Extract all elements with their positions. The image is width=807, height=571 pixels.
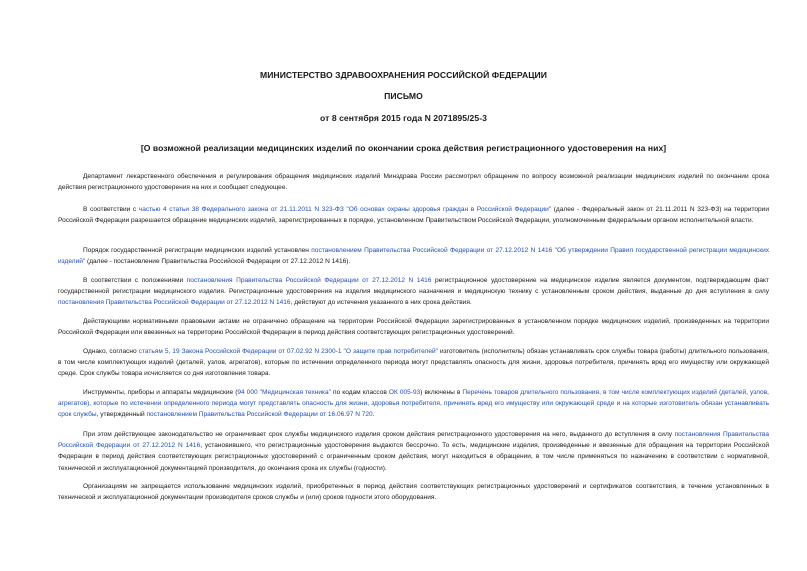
paragraph-3 <box>58 245 769 267</box>
paragraph-text: , установившего, что регистрационные удостоверения выдаются бессрочно. То есть, медицинские изделия, произведенные и ввезенные для обращения на территории Российской Федерации в период действия соответствующих регистрационных удостоверений с ограниченным сроком действия, могут находиться в обращении, в том числе применяться по назначению в соответствии с нормативной, технической и эксплуатационной документацией производителя, до окончания срока их службы (годности). <box>58 442 769 472</box>
document-reference-link[interactable]: постановлением Правительства Российской Федерации от 27.12.2012 N 1416 "Об утверждении Правил государственной регистрации медицинских изделий" <box>58 247 769 266</box>
paragraph-9 <box>58 481 769 503</box>
paragraph-text: Департамент лекарственного обеспечения и регулирования обращения медицинских изделий Минздрава России рассмотрел обращение по вопросу возможной реализации медицинских изделий по окончании срока действия регистрационного удостоверения на них и сообщает следующее. <box>58 173 769 192</box>
paragraph-text: . <box>372 411 375 419</box>
paragraph-text: Организациям не запрещается использование медицинских изделий, приобретенных в период действия соответствующих регистрационных удостоверений и сертификатов соответствия, в течение установленных в технической и эксплуатационной документации производителя сроков службы и (или) сроков годности этого оборудования. <box>58 483 769 502</box>
paragraph-4 <box>58 275 769 309</box>
document-type: ПИСЬМО <box>384 91 423 101</box>
document-subject: [О возможной реализации медицинских изделий по окончании срока действия регистрационного удостоверения на них] <box>140 143 667 153</box>
ministry-title: МИНИСТЕРСТВО ЗДРАВООХРАНЕНИЯ РОССИЙСКОЙ ФЕДЕРАЦИИ <box>260 70 547 80</box>
document-reference-link[interactable]: 94 000 "Медицинская техника" <box>237 389 331 396</box>
document-date-number: от 8 сентября 2015 года N 2071895/25-3 <box>320 113 487 123</box>
document-reference-link[interactable]: постановлением Правительства Российской Федерации от 16.06.97 N 720 <box>146 411 373 419</box>
document-reference-link[interactable]: статьям 5, 19 Закона Российской Федерации от 07.02.92 N 2300-1 "О защите прав потребителей" <box>138 348 438 355</box>
paragraph-5 <box>58 316 769 338</box>
paragraph-text: В соответствии с <box>83 206 139 213</box>
paragraph-text: по кодам классов <box>331 389 389 396</box>
paragraph-text: , действуют до истечения указанного в них срока действия. <box>290 299 472 307</box>
paragraph-text: (далее - постановление Правительства Российской Федерации от 27.12.2012 N 1416). <box>85 258 351 266</box>
paragraph-text: регистрационное удостоверение на медицинское изделие является документом, подтверждающим факт государственной регистрации медицинского изделия. Регистрационные удостоверения на изделия медицинского назначения и медицинскую технику с установленным сроком действия, выданные до дня вступления в силу <box>58 277 769 296</box>
paragraph-1 <box>58 171 769 193</box>
paragraph-text: , утвержденный <box>96 411 147 419</box>
paragraph-text: Действующими нормативными правовыми актами не ограничено обращение на территории Российской Федерации зарегистрированных в установленном порядке медицинских изделий, произведенных на территории Российской Федерации или ввезенных на территорию Российской Федерации в период действия соответствующих регистрационных удостоверений. <box>58 318 769 337</box>
document-reference-link[interactable]: частью 4 статьи 38 Федерального закона от 21.11.2011 N 323-ФЗ "Об основах охраны здоровья граждан в Российской Федерации" <box>138 206 552 213</box>
paragraph-text: Инструменты, приборы и аппараты медицинские ( <box>83 389 238 396</box>
document-reference-link[interactable]: постановления Правительства Российской Федерации от 27.12.2012 N 1416 <box>58 299 291 307</box>
paragraph-text: Порядок государственной регистрации медицинских изделий установлен <box>83 247 312 254</box>
paragraph-7 <box>58 387 769 421</box>
document-reference-link[interactable]: постановления Правительства Российской Федерации от 27.12.2012 N 1416 <box>186 277 432 284</box>
paragraph-text: (далее - Федеральный закон от 21.11.2011 N 323-ФЗ) на территории Российской Федерации разрешается обращение медицинских изделий, зарегистрированных в порядке, установленном Правительством Российской Федерации, уполномоченным федеральным органом исполнительной власти. <box>58 206 769 225</box>
document-reference-link[interactable]: ОК 005-93 <box>388 389 421 396</box>
paragraph-text: В соответствии с положениями <box>83 277 187 284</box>
paragraph-text: ) включены в <box>420 389 463 396</box>
document-reference-link[interactable]: постановления Правительства Российской Федерации от 27.12.2012 N 1416 <box>58 431 769 450</box>
paragraph-text: изготовитель (исполнитель) обязан устанавливать срок службы товара (работы) длительного пользования, в том числе комплектующих изделий (деталей, узлов, агрегатов), которые по истечении определенного периода могут представлять опасность для жизни, здоровья потребителя, причинять вред его имуществу или окружающей среде. Срок службы товара исчисляется со дня изготовления товара. <box>58 348 770 378</box>
paragraph-text: Однако, согласно <box>83 348 139 355</box>
document-reference-link[interactable]: Перечень товаров длительного пользования, в том числе комплектующих изделий (деталей, узлов, агрегатов), которые по истечении определенного периода могут представлять опасность для жизни, здоровья потребителя, причинять вред его имуществу или окружающей среде и на которые изготовитель обязан устанавливать срок службы <box>58 389 769 419</box>
paragraph-2 <box>58 204 769 226</box>
paragraph-text: При этом действующее законодательство не ограничивает срок службы медицинского изделия сроком действия регистрационного удостоверения на него, выданного до вступления в силу <box>83 431 675 438</box>
paragraph-8 <box>58 429 769 474</box>
paragraph-6 <box>58 346 769 380</box>
